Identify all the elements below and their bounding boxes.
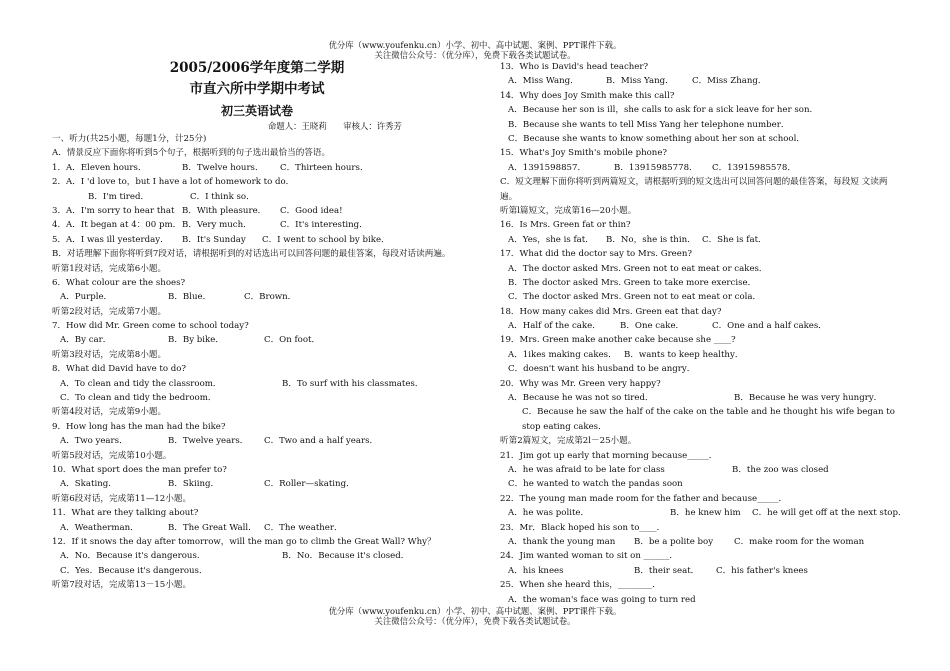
question-24: 24．Jim wanted woman to sit on ______．: [500, 551, 678, 562]
question-17-option-a: A．The doctor asked Mrs. Green not to eat meat or cakes．: [508, 263, 768, 274]
dialog-1-label: 听第1段对话，完成第6小题。: [52, 263, 167, 274]
question-14-option-b: B．Because she wants to tell Miss Yang her telephone number．: [508, 119, 790, 130]
page-header: [0, 40, 950, 60]
question-12-option-c: C．Yes．Because it's dangerous．: [60, 565, 208, 576]
header-line-1: 优分库（www.youfenku.cn）小学、初中、高中试题、案例、PPT课件下载。: [328, 40, 622, 50]
question-13: 13．Who is David's head teacher?: [500, 62, 649, 72]
question-24-options: A．his knees B．their seat． C．his father's knees: [508, 565, 808, 576]
question-18: 18．How many cakes did Mrs. Green eat that day?: [500, 306, 722, 317]
passage-1-label: 听第l篇短文，完成第16—20小题。: [500, 205, 637, 216]
part-c-instructions: C．短文理解下面你将听到两篇短文，请根据听到的短文选出可以回答问题的最佳答案，每段短 文读两遍。: [500, 177, 888, 202]
dialog-3-label: 听第3段对话，完成第8小题。: [52, 349, 167, 360]
question-23-options: A．thank the young man B．be a polite boy C．make room for the woman: [508, 536, 865, 547]
question-8-option-c: C．To clean and tidy the bedroom．: [60, 393, 217, 404]
question-18-options: A．Half of the cake． B．One cake． C．One and a half cakes．: [508, 321, 827, 332]
question-6-options: A．Purple． B．Blue． C．Brown．: [60, 292, 297, 303]
question-16-options: A．Yes，she is fat． B．No，she is thin． C．She is fat．: [508, 234, 767, 245]
question-25-option-a: A．the woman's face was going to turn red: [508, 594, 696, 605]
question-22-options: A．he was polite． B．he knew him C．he will get off at the next stop．: [508, 508, 907, 519]
reviewer: 审核人：许秀芳: [343, 121, 402, 131]
question-14: 14．Why does Joy Smith make this call?: [500, 90, 675, 101]
dialog-5-label: 听第5段对话，完成第10小题。: [52, 450, 172, 461]
dialog-7-label: 听第7段对话，完成第13－15小题。: [52, 580, 192, 591]
question-8-options: A．To clean and tidy the classroom． B．To surf with his classmates．: [60, 378, 424, 389]
question-22: 22．The young man made room for the father and because_____．: [500, 493, 788, 504]
question-20: 20．Why was Mr. Green very happy?: [500, 378, 661, 389]
question-21-option-c: C．he wanted to watch the pandas soon: [508, 479, 683, 490]
dialog-6-label: 听第6段对话，完成第11—12小题。: [52, 493, 192, 504]
dialog-2-label: 听第2段对话，完成第7小题。: [52, 306, 167, 317]
question-4: 4．A．It began at 4：00 pm．B．Very much． C．It's interesting．: [52, 220, 368, 231]
header-line-2: 关注微信公众号：（优分库），免费下载各类试题试卷。: [374, 50, 576, 60]
page-footer: [0, 606, 950, 626]
question-21: 21．Jim got up early that morning because_____．: [500, 450, 718, 461]
exam-subject-title: 初三英语试卷: [220, 104, 293, 118]
question-14-option-c: C．Because she wants to know something about her son at school．: [508, 133, 805, 144]
question-10: 10．What sport does the man prefer to?: [52, 465, 227, 475]
section-heading: 一、听力(共25小题，每题1分，计25分): [52, 134, 207, 144]
question-11-options: A．Weatherman． B．The Great Wall． C．The weather．: [60, 522, 343, 533]
question-15: 15．What's Joy Smith's mobile phone?: [500, 148, 668, 159]
question-20-option-c: C．Because he saw the half of the cake on the table and he thought his wife began to stop eating cakes．: [522, 407, 895, 432]
question-2-options: B．I'm tired． C．I think so．: [88, 191, 255, 202]
question-1: 1．A．Eleven hours． B．Twelve hours． C．Thirteen hours．: [52, 162, 369, 173]
question-25: 25．When she heard this，________．: [500, 580, 661, 591]
exam-school-title: 市直六所中学期中考试: [189, 81, 325, 97]
question-8: 8．What did David have to do?: [52, 364, 187, 375]
question-13-options: A．Miss Wang． B．Miss Yang． C．Miss Zhang．: [508, 76, 767, 87]
dialog-4-label: 听第4段对话，完成第9小题。: [52, 407, 167, 418]
question-15-options: A．1391598857． B．13915985778． C．13915985578．: [508, 162, 796, 173]
question-7-options: A．By car． B．By bike． C．On foot．: [60, 335, 321, 346]
exam-year-title: 2005/2006学年度第二学期: [169, 60, 345, 76]
question-3: 3．A．I'm sorry to hear that B．With pleasure． C．Good idea!: [52, 205, 343, 216]
question-19-options: A．1ikes making cakes． B．wants to keep healthy．: [508, 349, 744, 360]
question-19-option-c: C．doesn't want his husband to be angry．: [508, 364, 696, 375]
question-19: 19．Mrs. Green make another cake because she ____?: [500, 335, 736, 346]
right-body: [500, 60, 907, 607]
footer-line-2: 关注微信公众号：（优分库），免费下载各类试题试卷。: [374, 616, 576, 626]
question-12: 12．If it snows the day after tomorrow，will the man go to climb the Great Wall? Why？: [52, 536, 436, 547]
question-2: 2．A．I 'd love to，but I have a lot of homework to do．: [52, 177, 295, 188]
question-9-options: A．Two years． B．Twelve years． C．Two and a half years．: [60, 436, 379, 447]
question-14-option-a: A．Because her son is ill，she calls to ask for a sick leave for her son．: [508, 105, 819, 116]
question-21-options: A．he was afraid to be late for class B．the zoo was closed: [508, 465, 829, 475]
question-17-option-b: B．The doctor asked Mrs. Green to take more exercise．: [508, 277, 757, 288]
question-10-options: A．Skating． B．Skiing． C．Roller—skating．: [60, 479, 355, 490]
author: 命题人：王晓莉: [268, 121, 327, 131]
question-11: 11．What are they talking about?: [52, 508, 199, 519]
question-5: 5．A．I was ill yesterday． B．It's Sunday C．I went to school by bike．: [52, 234, 390, 245]
question-17: 17．What did the doctor say to Mrs. Green?: [500, 249, 692, 260]
passage-2-label: 听第2篇短文，完成第2l－25小题。: [500, 436, 637, 447]
question-23: 23．Mr．Black hoped his son to____．: [500, 522, 666, 533]
question-6: 6．What colour are the shoes?: [52, 277, 186, 288]
question-16: 16．Is Mrs. Green fat or thin?: [500, 220, 631, 231]
part-b-instructions: B．对话理解下面你将听到7段对话，请根据听到的对话选出可以回答问题的最佳答案，每段对话读两遍。: [52, 249, 451, 260]
question-9: 9．How long has the man had the bike?: [52, 421, 226, 432]
left-body: [52, 132, 462, 593]
footer-line-1: 优分库（www.youfenku.cn）小学、初中、高中试题、案例、PPT课件下载。: [328, 606, 622, 616]
question-20-options: A．Because he was not so tired． B．Because he was very hungry．: [508, 393, 883, 404]
part-a-instructions: A．情景反应下面你将听到5个句子，根据听到的句子选出最恰当的答语。: [52, 148, 331, 159]
question-7: 7．How did Mr. Green come to school today?: [52, 321, 249, 332]
question-17-option-c: C．The doctor asked Mrs. Green not to eat meat or cola．: [508, 292, 762, 303]
question-12-options: A．No．Because it's dangerous. B．No．Because it's closed．: [60, 551, 410, 562]
